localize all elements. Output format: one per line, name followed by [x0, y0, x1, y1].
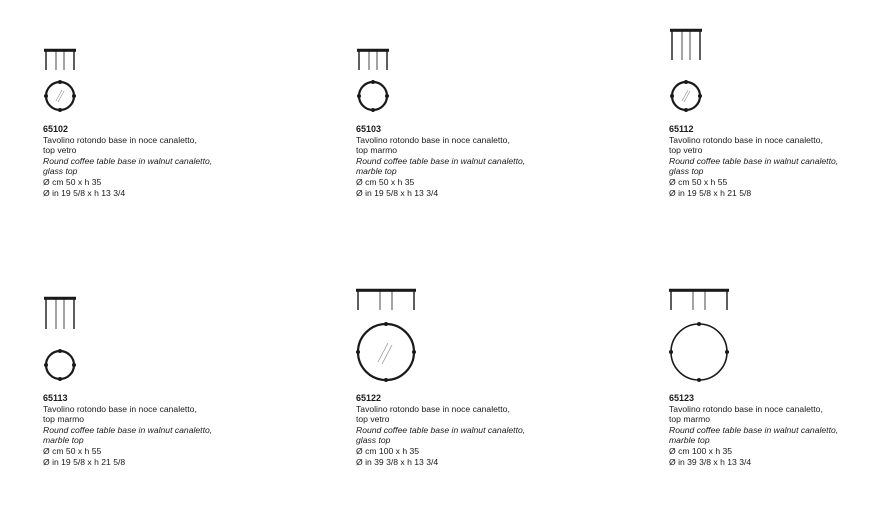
italian-description-line: top marmo [669, 414, 711, 425]
side-view-drawing [670, 28, 702, 62]
dimensions-cm: Ø cm 100 x h 35 [669, 445, 733, 456]
side-view-drawing [356, 288, 416, 312]
english-description-line: Round coffee table base in walnut canaletto, [356, 155, 526, 166]
product-description [669, 393, 887, 467]
product-code: 65102 [43, 124, 69, 134]
italian-description-line: Tavolino rotondo base in noce canaletto, [356, 134, 510, 145]
italian-description-line: Tavolino rotondo base in noce canaletto, [43, 403, 197, 414]
top-view-drawing [356, 322, 416, 382]
top-view-drawing [357, 80, 389, 112]
side-view-drawing [44, 295, 76, 331]
top-view-drawing [670, 80, 702, 112]
dimensions-cm: Ø cm 100 x h 35 [356, 445, 420, 456]
english-description-line: Round coffee table base in walnut canaletto, [669, 424, 839, 435]
top-view-drawing [44, 80, 76, 112]
side-view-drawing [44, 46, 76, 72]
english-description-line: Round coffee table base in walnut canaletto, [669, 155, 839, 166]
english-description-line: Round coffee table base in walnut canaletto, [43, 424, 213, 435]
top-view-drawing [44, 349, 76, 381]
product-code: 65123 [669, 393, 695, 403]
dimensions-in: Ø in 19 5/8 x h 21 5/8 [669, 187, 752, 198]
product-code: 65113 [43, 393, 68, 403]
product-description [356, 124, 581, 198]
english-description-line: marble top [43, 435, 84, 446]
side-view-drawing [669, 288, 729, 312]
italian-description-line: top marmo [356, 145, 398, 156]
english-description-line: glass top [356, 435, 391, 446]
italian-description-line: Tavolino rotondo base in noce canaletto, [356, 403, 510, 414]
side-view-drawing [357, 46, 389, 72]
italian-description-line: top vetro [43, 145, 77, 156]
dimensions-in: Ø in 19 5/8 x h 21 5/8 [43, 456, 126, 467]
product-code: 65103 [356, 124, 382, 134]
product-code: 65112 [669, 124, 694, 134]
english-description-line: glass top [669, 166, 704, 177]
dimensions-cm: Ø cm 50 x h 55 [43, 445, 102, 456]
italian-description-line: Tavolino rotondo base in noce canaletto, [669, 134, 823, 145]
product-code: 65122 [356, 393, 382, 403]
dimensions-cm: Ø cm 50 x h 35 [356, 176, 415, 187]
top-view-drawing [669, 322, 729, 382]
italian-description-line: Tavolino rotondo base in noce canaletto, [669, 403, 823, 414]
product-description [669, 124, 887, 198]
english-description-line: marble top [356, 166, 397, 177]
dimensions-cm: Ø cm 50 x h 35 [43, 176, 102, 187]
english-description-line: glass top [43, 166, 78, 177]
english-description-line: Round coffee table base in walnut canaletto, [356, 424, 526, 435]
italian-description-line: top vetro [356, 414, 390, 425]
italian-description-line: top marmo [43, 414, 85, 425]
italian-description-line: Tavolino rotondo base in noce canaletto, [43, 134, 197, 145]
dimensions-in: Ø in 39 3/8 x h 13 3/4 [356, 456, 439, 467]
english-description-line: marble top [669, 435, 710, 446]
dimensions-cm: Ø cm 50 x h 55 [669, 176, 728, 187]
dimensions-in: Ø in 19 5/8 x h 13 3/4 [356, 187, 439, 198]
product-description [43, 124, 268, 198]
italian-description-line: top vetro [669, 145, 703, 156]
dimensions-in: Ø in 39 3/8 x h 13 3/4 [669, 456, 752, 467]
product-description [43, 393, 268, 467]
dimensions-in: Ø in 19 5/8 x h 13 3/4 [43, 187, 126, 198]
product-description [356, 393, 581, 467]
english-description-line: Round coffee table base in walnut canaletto, [43, 155, 213, 166]
